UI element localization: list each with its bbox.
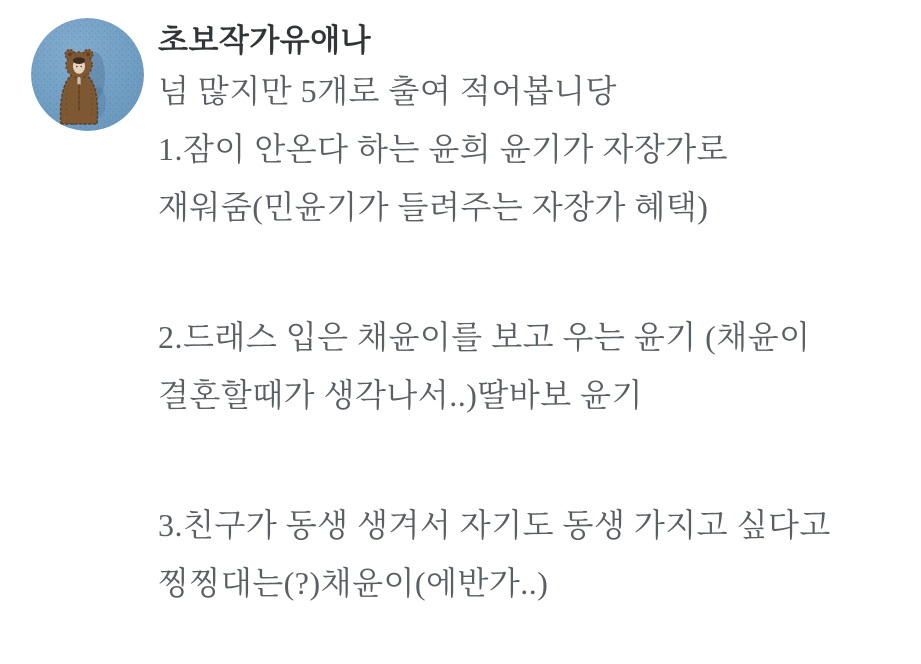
comment-line: 3.친구가 동생 생겨서 자기도 동생 가지고 싶다고 (158, 507, 831, 543)
author-name[interactable]: 초보작가유애나 (158, 23, 372, 58)
comment-paragraph (158, 496, 921, 612)
comment-line: 1.잠이 안온다 하는 윤희 윤기가 자장가로 (158, 131, 729, 167)
comment-line: 넘 많지만 5개로 출여 적어봅니당 (158, 73, 617, 109)
comment-paragraph (158, 308, 921, 424)
bear-costume-portrait-icon (31, 18, 144, 131)
avatar[interactable] (31, 18, 144, 131)
comment-paragraph (158, 62, 921, 236)
comment-line: 결혼할때가 생각나서..)딸바보 윤기 (158, 377, 643, 413)
comment-content (158, 0, 921, 612)
comment-body (158, 62, 921, 612)
comment-line: 2.드래스 입은 채윤이를 보고 우는 윤기 (채윤이 (158, 319, 811, 355)
comment-line: 찡찡대는(?)채윤이(에반가..) (158, 565, 549, 601)
comment-line: 재워줌(민윤기가 들려주는 자장가 혜택) (158, 189, 709, 225)
